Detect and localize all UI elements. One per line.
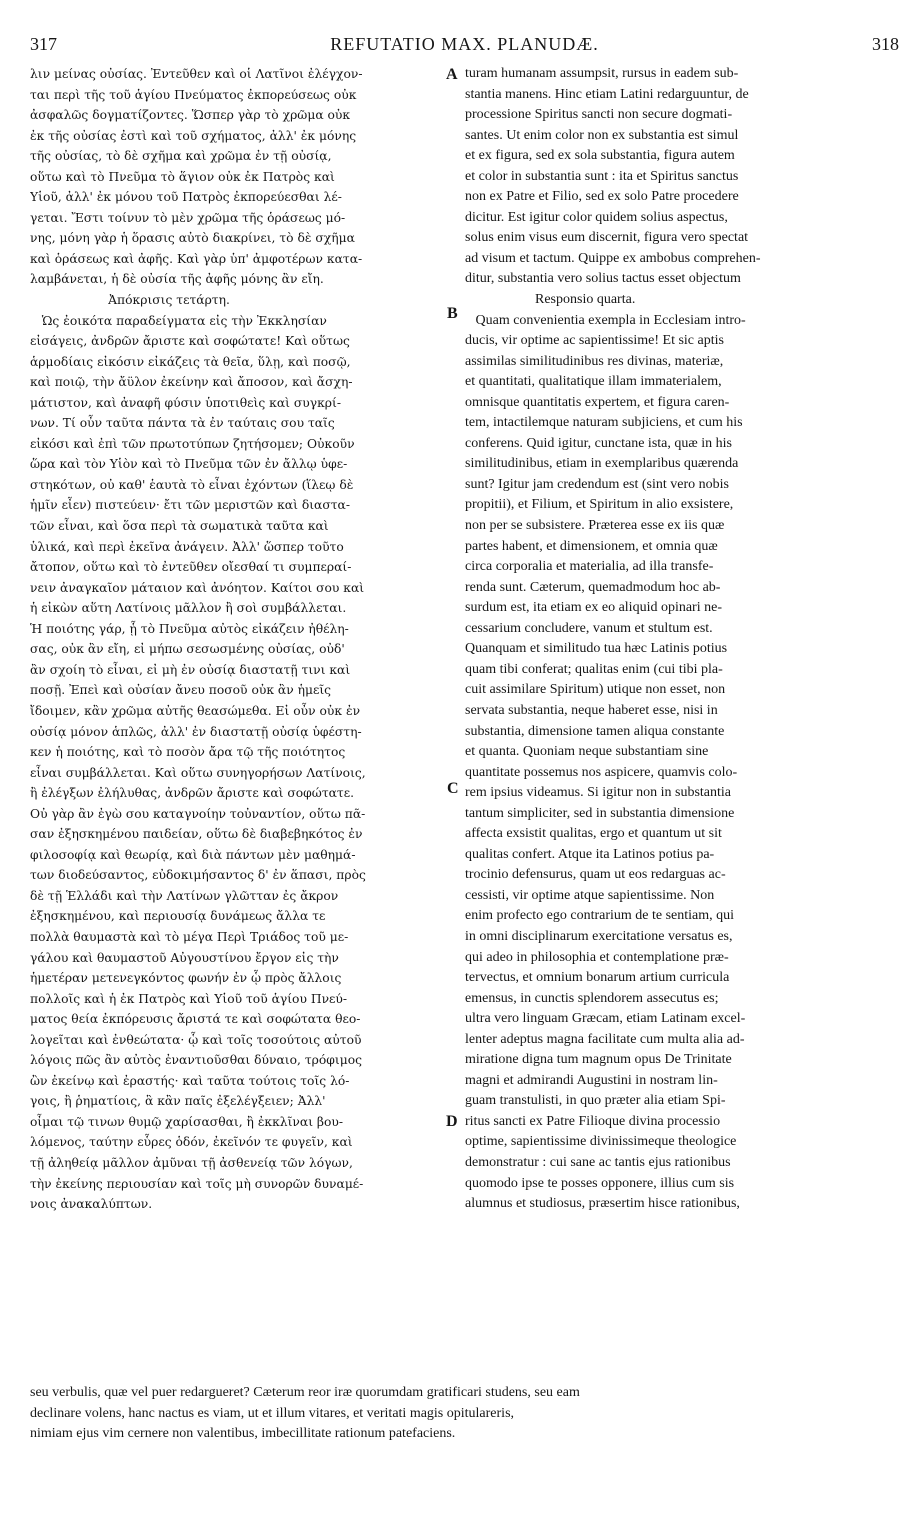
latin-column: turam humanam assumpsit, rursus in eadem sub- stantia manens. Hinc etiam Latini redarguuntur, de processione Spiritus sancti non secure dogmati- santes. Ut enim color non ex substantia est simul et ex figura, sed ex sola substantia, figura autem et color in substantia sunt : ita et Spiritus sanctus non ex Patre et Filio, sed ex solo Patre procedere dicitur. Est igitur color quidem solius aspectus, solus enim visus eum discernit, figura vero spectat ad visum et tactum. Quippe ex ambobus comprehen- ditur, substantia vero solius tactus esset objectum Responsio quarta. Quam convenientia exempla in Ecclesiam intro- ducis, vir optime ac sapientissime! Et sic aptis assimilas similitudinibus res divinas, materiæ, et quantitati, qualitatique illam immaterialem, omnisque quantitatis expertem, et figura caren- tem, intactilemque naturam subjiciens, et cum his conferens. Quid igitur, cunctane ista, quæ in his similitudinibus, etiam in exemplaribus quærenda sunt? Igitur jam credendum est (sint vero nobis propitii), et Filium, et Spiritum in alio exsistere, non per se subsistere. Præterea esse ex iis quæ partes habent, et dimensionem, et omnia quæ circa corporalia et materialia, ad illa transfe- renda sunt. Cæterum, quemadmodum hoc ab- surdum est, ita etiam ex eo aliquid opinari ne- cessarium concludere, vanum et stultum est. Quanquam et similitudo tua hæc Latinis potius quam tibi conferat; qualitas enim (cui tibi pla- cuit assimilare Spiritum) utique non esset, non servata substantia, neque haberet esse, nisi in substantia, dimensione tamen aliqua constante et quanta. Quoniam neque substantiam sine quantitate possemus nos aspicere, quamvis colo- rem ipsius videamus. Si igitur non in substantia tantum simpliciter, sed in substantia dimensione affecta exsistit qualitas, ergo et quantum ut sit qualitas confert. Atque ita Latinos potius pa- trocinio defensurus, quam ut eos redarguas ac- cessisti, vir optime atque sapientissime. Non enim profecto ego contrarium de te sentiam, qui in omni disciplinarum exercitatione versatus es, qui adeo in philosophia et contemplatione præ- tervectus, et omnium bonarum artium curricula emensus, in cunctis splendorem assecutus es; ultra vero linguam Græcam, etiam Latinam excel- lenter adeptus magna facilitate cum multa alia ad- miratione digna tum magnum opus De Trinitate magni et admirandi Augustini in nostram lin- guam transtulisti, in quo præter alia etiam Spi- ritus sancti ex Patre Filioque divina processio optime, sapientissime divinissimeque theologice demonstratur : cui sane ac tantis ejus rationibus quomodo ipse te posses opponere, illius cum sis alumnus et studiosus, præsertim hisce rationibus, <box>465 66 761 1212</box>
section-marker-b: B <box>447 305 458 322</box>
section-marker-d: D <box>446 1113 458 1130</box>
section-marker-a: A <box>446 66 458 83</box>
greek-column: λιν μείνας οὐσίας. Ἐντεῦθεν καὶ οἱ Λατῖνοι ἐλέγχον- ται περὶ τῆς τοῦ ἁγίου Πνεύματος ἐκπορεύσεως οὐκ ἀσφαλῶς δογματίζοντες. Ὥσπερ γὰρ τὸ χρῶμα οὐκ ἐκ τῆς οὐσίας ἐστὶ καὶ τοῦ σχήματος, ἀλλ' ἐκ μόνης τῆς οὐσίας, τὸ δὲ σχῆμα καὶ χρῶμα ἐν τῇ οὐσίᾳ, οὕτω καὶ τὸ Πνεῦμα τὸ ἅγιον οὐκ ἐκ Πατρὸς καὶ Υἱοῦ, ἀλλ' ἐκ μόνου τοῦ Πατρὸς ἐκπορεύεσθαι λέ- γεται. Ἔστι τοίνυν τὸ μὲν χρῶμα τῆς ὁράσεως μό- νης, μόνη γὰρ ἡ ὅρασις αὐτὸ διακρίνει, τὸ δὲ σχῆμα καὶ ὁράσεως καὶ ἀφῆς. Καὶ γὰρ ὑπ' ἀμφοτέρων κατα- λαμβάνεται, ἡ δὲ οὐσία τῆς ἀφῆς μόνης ἂν εἴη. Ἀπόκρισις τετάρτη. Ὡς ἐοικότα παραδείγματα εἰς τὴν Ἐκκλησίαν εἰσάγεις, ἀνδρῶν ἄριστε καὶ σοφώτατε! Καὶ οὕτως ἁρμοδίαις εἰκόσιν εἰκάζεις τὰ θεῖα, ὕλῃ, καὶ ποσῷ, καὶ ποιῷ, τὴν ἄϋλον ἐκείνην καὶ ἄποσον, καὶ ἄσχη- μάτιστον, καὶ ἀναφῆ φύσιν ὑποτιθεὶς καὶ συγκρί- νων. Τί οὖν ταῦτα πάντα τὰ ἐν ταύταις σου ταῖς εἰκόσι καὶ ἐπὶ τῶν πρωτοτύπων ζητήσομεν; Οὐκοῦν ὥρα καὶ τὸν Υἱὸν καὶ τὸ Πνεῦμα τῶν ἐν ἄλλῳ ὑφε- στηκότων, οὐ καθ' ἑαυτὰ τὸ εἶναι ἐχόντων (ἵλεῳ δὲ ἡμῖν εἶεν) πιστεύειν· ἔτι τῶν μεριστῶν καὶ διαστα- τῶν εἶναι, καὶ ὅσα περὶ τὰ σωματικὰ ταῦτα καὶ ὑλικά, καὶ περὶ ἐκεῖνα ἀνάγειν. Ἀλλ' ὥσπερ τοῦτο ἄτοπον, οὕτω καὶ τὸ ἐντεῦθεν οἴεσθαί τι συμπεραί- νειν ἀναγκαῖον μάταιον καὶ ἀνόητον. Καίτοι σου καὶ ἡ εἰκὼν αὕτη Λατίνοις μᾶλλον ἢ σοὶ συμβάλλεται. Ἡ ποιότης γάρ, ᾗ τὸ Πνεῦμα αὐτὸς εἰκάζειν ἠθέλη- σας, οὐκ ἂν εἴη, εἰ μήπω σεσωσμένης οὐσίας, οὐδ' ἂν σχοίη τὸ εἶναι, εἰ μὴ ἐν οὐσίᾳ διαστατῇ τινι καὶ ποσῇ. Ἐπεὶ καὶ οὐσίαν ἄνευ ποσοῦ οὐκ ἂν ἡμεῖς ἴδοιμεν, κἂν χρῶμα αὐτῆς θεασώμεθα. Εἰ οὖν οὐκ ἐν οὐσίᾳ μόνον ἁπλῶς, ἀλλ' ἐν διαστατῇ οὐσίᾳ ὑφέστη- κεν ἡ ποιότης, καὶ τὸ ποσὸν ἄρα τῷ τῆς ποιότητος εἶναι συμβάλλεται. Καὶ οὕτω συνηγορήσων Λατίνοις, ἢ ἐλέγξων ἐλήλυθας, ἀνδρῶν ἄριστε καὶ σοφώτατε. Οὐ γὰρ ἂν ἐγὼ σου καταγνοίην τοὐναντίον, οὕτω πᾶ- σαν ἐξησκημένου παιδείαν, οὕτω δὲ διαβεβηκότος ἐν φιλοσοφίᾳ καὶ θεωρίᾳ, καὶ διὰ πάντων μὲν μαθημά- των διοδεύσαντος, εὐδοκιμήσαντος δ' ἐν ἅπασι, πρὸς δὲ τῇ Ἑλλάδι καὶ τὴν Λατίνων γλῶτταν ἐς ἄκρον ἐξησκημένου, καὶ περιουσίᾳ δυνάμεως ἄλλα τε πολλὰ θαυμαστὰ καὶ τὸ μέγα Περὶ Τριάδος τοῦ με- γάλου καὶ θαυμαστοῦ Αὐγουστίνου ἔργον εἰς τὴν ἡμετέραν μετενεγκόντος φωνήν ἐν ᾧ πρὸς ἄλλοις πολλοῖς καὶ ἡ ἐκ Πατρὸς καὶ Υἱοῦ τοῦ ἁγίου Πνεύ- ματος θεία ἐκπόρευσις ἄριστά τε καὶ σοφώτατα θεο- λογεῖται καὶ ἐνθεώτατα· ᾧ καὶ τοῖς τοσούτοις αὐτοῦ λόγοις πῶς ἂν αὐτὸς ἐναντιοῦσθαι δύναιο, τρόφιμος ὢν ἐκείνῳ καὶ ἐραστής· καὶ ταῦτα τούτοις τοῖς λό- γοις, ἢ ῥηματίοις, ἃ κἂν παῖς ἐξελέγξειεν; Ἀλλ' οἶμαι τῷ τινων θυμῷ χαρίσασθαι, ἢ ἐκκλῖναι βου- λόμενος, ταύτην εὗρες ὁδόν, ἐκεῖνόν τε φυγεῖν, καὶ τῇ ἀληθείᾳ μᾶλλον ἀμῦναι τῇ ἀσθενείᾳ τῶν λόγων, τὴν ἐκείνης περιουσίαν καὶ τοῖς μὴ συνορῶν δυναμέ- νοις ἀνακαλύπτων. <box>30 67 366 1212</box>
latin-continuation: seu verbulis, quæ vel puer redargueret? Cæterum reor iræ quorumdam gratificari studens, seu eam declinare volens, hanc nactus es viam, ut et illum vitares, et veritati magis opitulareris, nimiam ejus vim cernere non valentibus, imbecillitate rationum patefaciens. <box>30 1385 580 1442</box>
running-title: REFUTATIO MAX. PLANUDÆ. <box>330 34 599 54</box>
running-header <box>30 34 899 58</box>
page-number-left: 317 <box>30 34 57 54</box>
section-marker-c: C <box>447 780 459 797</box>
page-number-right: 318 <box>872 34 899 54</box>
